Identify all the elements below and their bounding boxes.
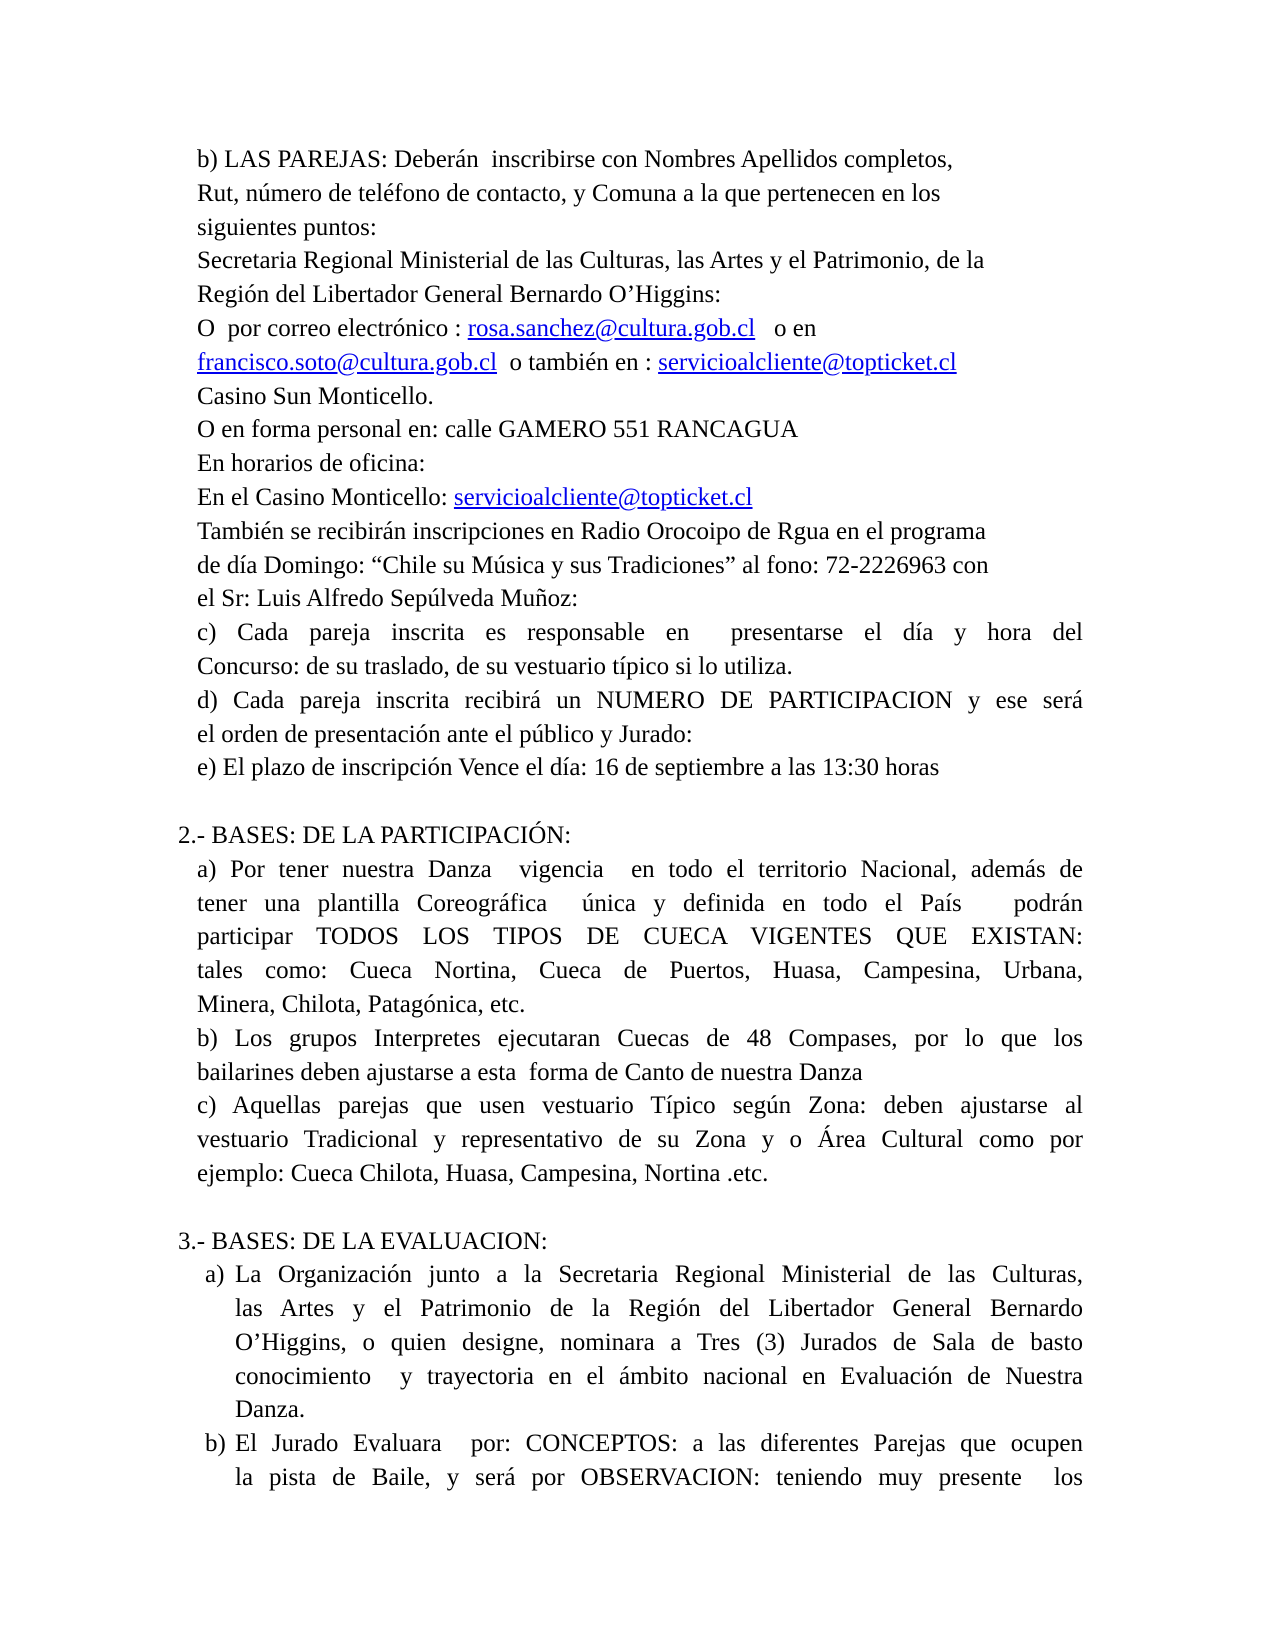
paragraph-gap [178, 785, 1083, 819]
s2a-line-2 [197, 887, 1083, 921]
text-span: el Sr: Luis Alfredo Sepúlveda Muñoz: [197, 585, 579, 613]
text-span: Casino Sun Monticello. [197, 382, 434, 410]
s3a-line-5 [235, 1393, 1083, 1427]
s2a-line-5 [197, 988, 1083, 1022]
text-span: ejemplo: Cueca Chilota, Huasa, Campesina, Nortina .etc. [197, 1159, 769, 1187]
text-span: O en forma personal en: calle GAMERO 551 RANCAGUA [197, 416, 799, 444]
address-line-2 [197, 278, 1083, 312]
text-span: Minera, Chilota, Patagónica, etc. [197, 990, 526, 1018]
radio-line-1 [197, 515, 1083, 549]
s3a-line-2 [235, 1292, 1083, 1326]
s3b-line-1 [205, 1427, 1083, 1461]
text-span: Rut, número de teléfono de contacto, y Comuna a la que pertenecen en los [197, 179, 941, 207]
text-span: En horarios de oficina: [197, 450, 426, 478]
text-span: La Organización junto a la Secretaria Regional Ministerial de las Culturas, [235, 1261, 1083, 1289]
text-span: bailarines deben ajustarse a esta forma de Canto de nuestra Danza [197, 1058, 863, 1086]
s2b-line-2 [197, 1056, 1083, 1090]
para-c-line-2 [197, 650, 1083, 684]
s3b-line-2 [235, 1461, 1083, 1495]
text-span: Región del Libertador General Bernardo O’Higgins: [197, 281, 722, 309]
s2a-line-1 [197, 853, 1083, 887]
text-span: siguientes puntos: [197, 213, 377, 241]
text-span: O’Higgins, o quien designe, nominara a Tres (3) Jurados de Sala de basto [235, 1328, 1083, 1356]
text-span: de día Domingo: “Chile su Música y sus Tradiciones” al fono: 72-2226963 con [197, 551, 989, 579]
s3a-line-1 [205, 1258, 1083, 1292]
text-span: c) Aquellas parejas que usen vestuario Típico según Zona: deben ajustarse al [197, 1092, 1083, 1120]
para-b-line-1 [197, 143, 1083, 177]
text-span: d) Cada pareja inscrita recibirá un NUMERO DE PARTICIPACION y ese será [197, 686, 1083, 714]
text-span: b) LAS PAREJAS: Deberán inscribirse con Nombres Apellidos completos, [197, 146, 953, 173]
radio-line-3 [197, 582, 1083, 616]
text-span: Secretaria Regional Ministerial de las Culturas, las Artes y el Patrimonio, de la [197, 247, 985, 275]
address-line-4 [197, 413, 1083, 447]
text-span: participar TODOS LOS TIPOS DE CUECA VIGENTES QUE EXISTAN: [197, 923, 1083, 951]
text-span: conocimiento y trayectoria en el ámbito nacional en Evaluación de Nuestra [235, 1362, 1083, 1390]
s2c-line-3 [197, 1157, 1083, 1191]
text-span: tener una plantilla Coreográfica única y definida en todo el País podrán [197, 889, 1083, 917]
text-span: b) Los grupos Interpretes ejecutaran Cuecas de 48 Compases, por lo que los [197, 1024, 1083, 1052]
s3a-line-4 [235, 1360, 1083, 1394]
para-b-line-2 [197, 177, 1083, 211]
email-link[interactable]: servicioalcliente@topticket.cl [453, 483, 753, 511]
email-link[interactable]: francisco.soto@cultura.gob.cl [197, 348, 498, 376]
text-span: El Jurado Evaluara por: CONCEPTOS: a las diferentes Parejas que ocupen [235, 1430, 1083, 1458]
s2a-line-4 [197, 954, 1083, 988]
text-span: En el Casino Monticello: [197, 483, 454, 511]
s3a-line-3 [235, 1326, 1083, 1360]
text-span: vestuario Tradicional y representativo de su Zona y o Área Cultural como por [197, 1126, 1083, 1154]
text-span: o también en : [497, 348, 659, 376]
text-span: tales como: Cueca Nortina, Cueca de Puertos, Huasa, Campesina, Urbana, [197, 957, 1083, 985]
list-marker: b) [205, 1430, 226, 1458]
address-line-5 [197, 447, 1083, 481]
text-span: las Artes y el Patrimonio de la Región del Libertador General Bernardo [235, 1295, 1083, 1323]
para-b-line-3 [197, 211, 1083, 245]
text-span: 3.- BASES: DE LA EVALUACION: [178, 1227, 548, 1255]
text-span: el orden de presentación ante el público y Jurado: [197, 720, 693, 748]
text-span: la pista de Baile, y será por OBSERVACION: teniendo muy presente los [235, 1464, 1083, 1492]
address-line-1 [197, 244, 1083, 278]
document-body [178, 143, 1083, 1495]
list-marker: a) [205, 1261, 225, 1289]
email-line-1 [197, 312, 1083, 346]
para-c-line-1 [197, 616, 1083, 650]
email-line-3 [197, 481, 1083, 515]
para-d-line-1 [197, 684, 1083, 718]
section-2-heading [178, 819, 1083, 853]
text-span: e) El plazo de inscripción Vence el día: 16 de septiembre a las 13:30 horas [197, 754, 940, 782]
email-link[interactable]: rosa.sanchez@cultura.gob.cl [467, 314, 756, 342]
email-line-2 [197, 346, 1083, 380]
text-span: Concurso: de su traslado, de su vestuario típico si lo utiliza. [197, 652, 793, 680]
s2c-line-2 [197, 1123, 1083, 1157]
text-span: 2.- BASES: DE LA PARTICIPACIÓN: [178, 821, 572, 849]
s2a-line-3 [197, 920, 1083, 954]
s2b-line-1 [197, 1022, 1083, 1056]
text-span: o en [755, 314, 817, 342]
text-span: Danza. [235, 1396, 306, 1424]
text-span: c) Cada pareja inscrita es responsable en presentarse el día y hora del [197, 619, 1083, 647]
text-span: También se recibirán inscripciones en Radio Orocoipo de Rgua en el programa [197, 517, 986, 545]
text-span: O por correo electrónico : [197, 314, 468, 342]
para-e-line-1 [197, 751, 1083, 785]
s2c-line-1 [197, 1089, 1083, 1123]
para-d-line-2 [197, 718, 1083, 752]
paragraph-gap [178, 1191, 1083, 1225]
text-span: a) Por tener nuestra Danza vigencia en todo el territorio Nacional, además de [197, 855, 1083, 883]
radio-line-2 [197, 549, 1083, 583]
email-link[interactable]: servicioalcliente@topticket.cl [658, 348, 957, 376]
section-3-heading [178, 1225, 1083, 1259]
address-line-3 [197, 380, 1083, 414]
